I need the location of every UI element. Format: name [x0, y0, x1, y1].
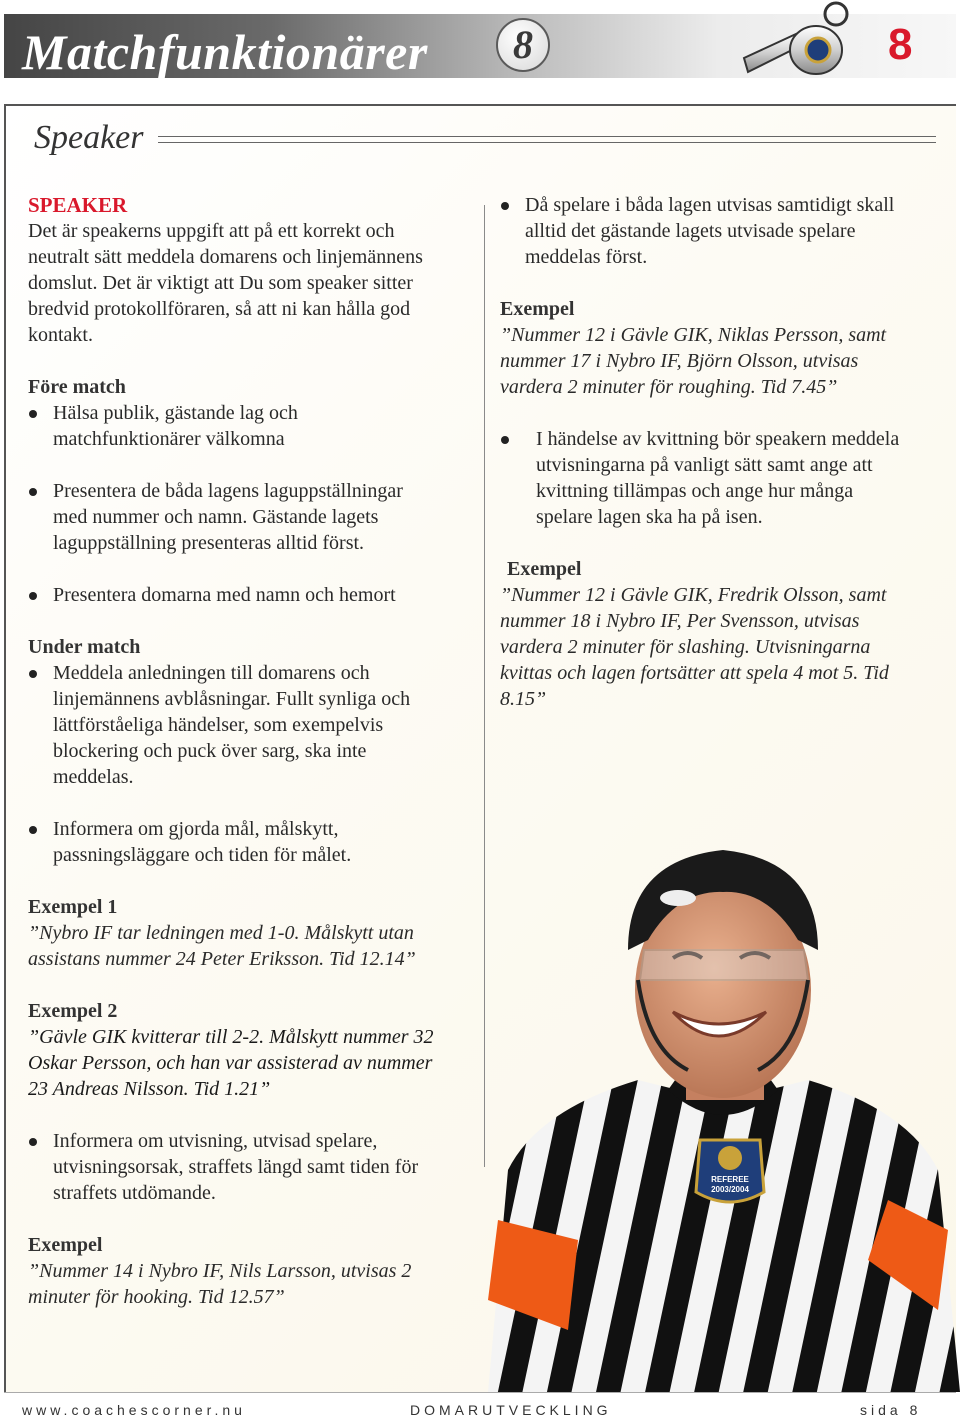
list-item: Informera om utvisning, utvisad spelare, utvisningsorsak, straffets längd samt tiden för straffets utdömande.: [28, 1128, 468, 1206]
example3-text: ”Nummer 14 i Nybro IF, Nils Larsson, utvisas 2 minuter för hooking. Tid 12.57”: [28, 1260, 412, 1308]
list-item: Då spelare i båda lagen utvisas samtidigt skall alltid det gästande lagets utvisade spelare meddelas först.: [500, 192, 940, 270]
before-match-heading: Före match: [28, 376, 126, 398]
bullet-icon: [29, 410, 37, 418]
right-example1-text: ”Nummer 12 i Gävle GIK, Niklas Persson, samt nummer 17 i Nybro IF, Björn Olsson, utvisas vardera 2 minuter för roughing. Tid 7.45”: [500, 324, 887, 398]
chapter-number: 8: [888, 20, 913, 69]
during-match-heading: Under match: [28, 636, 141, 658]
speaker-heading: SPEAKER: [28, 193, 128, 217]
bullet-icon: [29, 826, 37, 834]
right-example1-heading: Exempel: [500, 298, 575, 320]
referee-badge: [696, 1140, 764, 1202]
example3-heading: Exempel: [28, 1234, 103, 1256]
list-item: Hälsa publik, gästande lag och matchfunktionärer välkomna: [28, 400, 468, 452]
example2-text: ”Gävle GIK kvitterar till 2-2. Målskytt nummer 32 Oskar Persson, och han var assisterad av nummer 23 Andreas Nilsson. Tid 1.21”: [28, 1026, 434, 1100]
right-column: [500, 192, 940, 712]
right-example2-heading: Exempel: [507, 558, 582, 580]
footer-center: DOMARUTVECKLING: [410, 1402, 612, 1418]
bullet-icon: [29, 1138, 37, 1146]
referee-photo: [468, 840, 960, 1392]
list-item: Meddela anledningen till domarens och linjemännens avblåsningar. Fullt synliga och lättförståeliga händelser, som exempelvis blockering och puck över sarg, ska inte meddelas.: [28, 660, 468, 790]
badge-line2: 2003/2004: [711, 1185, 749, 1194]
title-rule: [158, 136, 936, 143]
example2-heading: Exempel 2: [28, 1000, 118, 1022]
bullet-icon: [29, 670, 37, 678]
example1-heading: Exempel 1: [28, 896, 118, 918]
left-column: [28, 192, 468, 1310]
list-item: Presentera de båda lagens laguppställningar med nummer och namn. Gästande lagets laguppställning presenteras alltid först.: [28, 478, 468, 556]
example1-text: ”Nybro IF tar ledningen med 1-0. Målskytt utan assistans nummer 24 Peter Eriksson. Tid 12.14”: [28, 922, 416, 970]
footer-website: www.coachescorner.nu: [22, 1402, 246, 1418]
list-item: I händelse av kvittning bör speakern meddela utvisningarna på vanligt sätt samt ange att kvittning tillämpas och ange hur många spelare lagen ska ha på isen.: [500, 426, 940, 530]
list-item: Presentera domarna med namn och hemort: [28, 582, 468, 608]
footer-page: sida 8: [860, 1402, 922, 1418]
chapter-circle-badge: 8: [496, 18, 550, 72]
bullet-icon: [501, 202, 509, 210]
bullet-icon: [29, 488, 37, 496]
whistle-icon: [736, 0, 856, 90]
badge-line1: REFEREE: [711, 1175, 749, 1184]
bullet-icon: [501, 436, 509, 444]
footer-rule: [4, 1392, 956, 1393]
bullet-icon: [29, 592, 37, 600]
right-example2-text: ”Nummer 12 i Gävle GIK, Fredrik Olsson, samt nummer 18 i Nybro IF, Per Svensson, utvisas vardera 2 minuter för slashing. Utvisningarna kvittas och lagen fortsätter att spela 4 mot 5. Tid 8.15”: [500, 584, 889, 710]
list-item: Informera om gjorda mål, målskytt, passningsläggare och tiden för målet.: [28, 816, 468, 868]
intro-text: Det är speakerns uppgift att på ett korrekt och neutralt sätt meddela domarens och linjemännens domslut. Det är viktigt att Du som speaker sitter bredvid protokollföraren, så att ni kan hålla god kontakt.: [28, 220, 423, 346]
page-title: Matchfunktionärer: [22, 24, 428, 80]
section-title: Speaker: [34, 119, 144, 156]
